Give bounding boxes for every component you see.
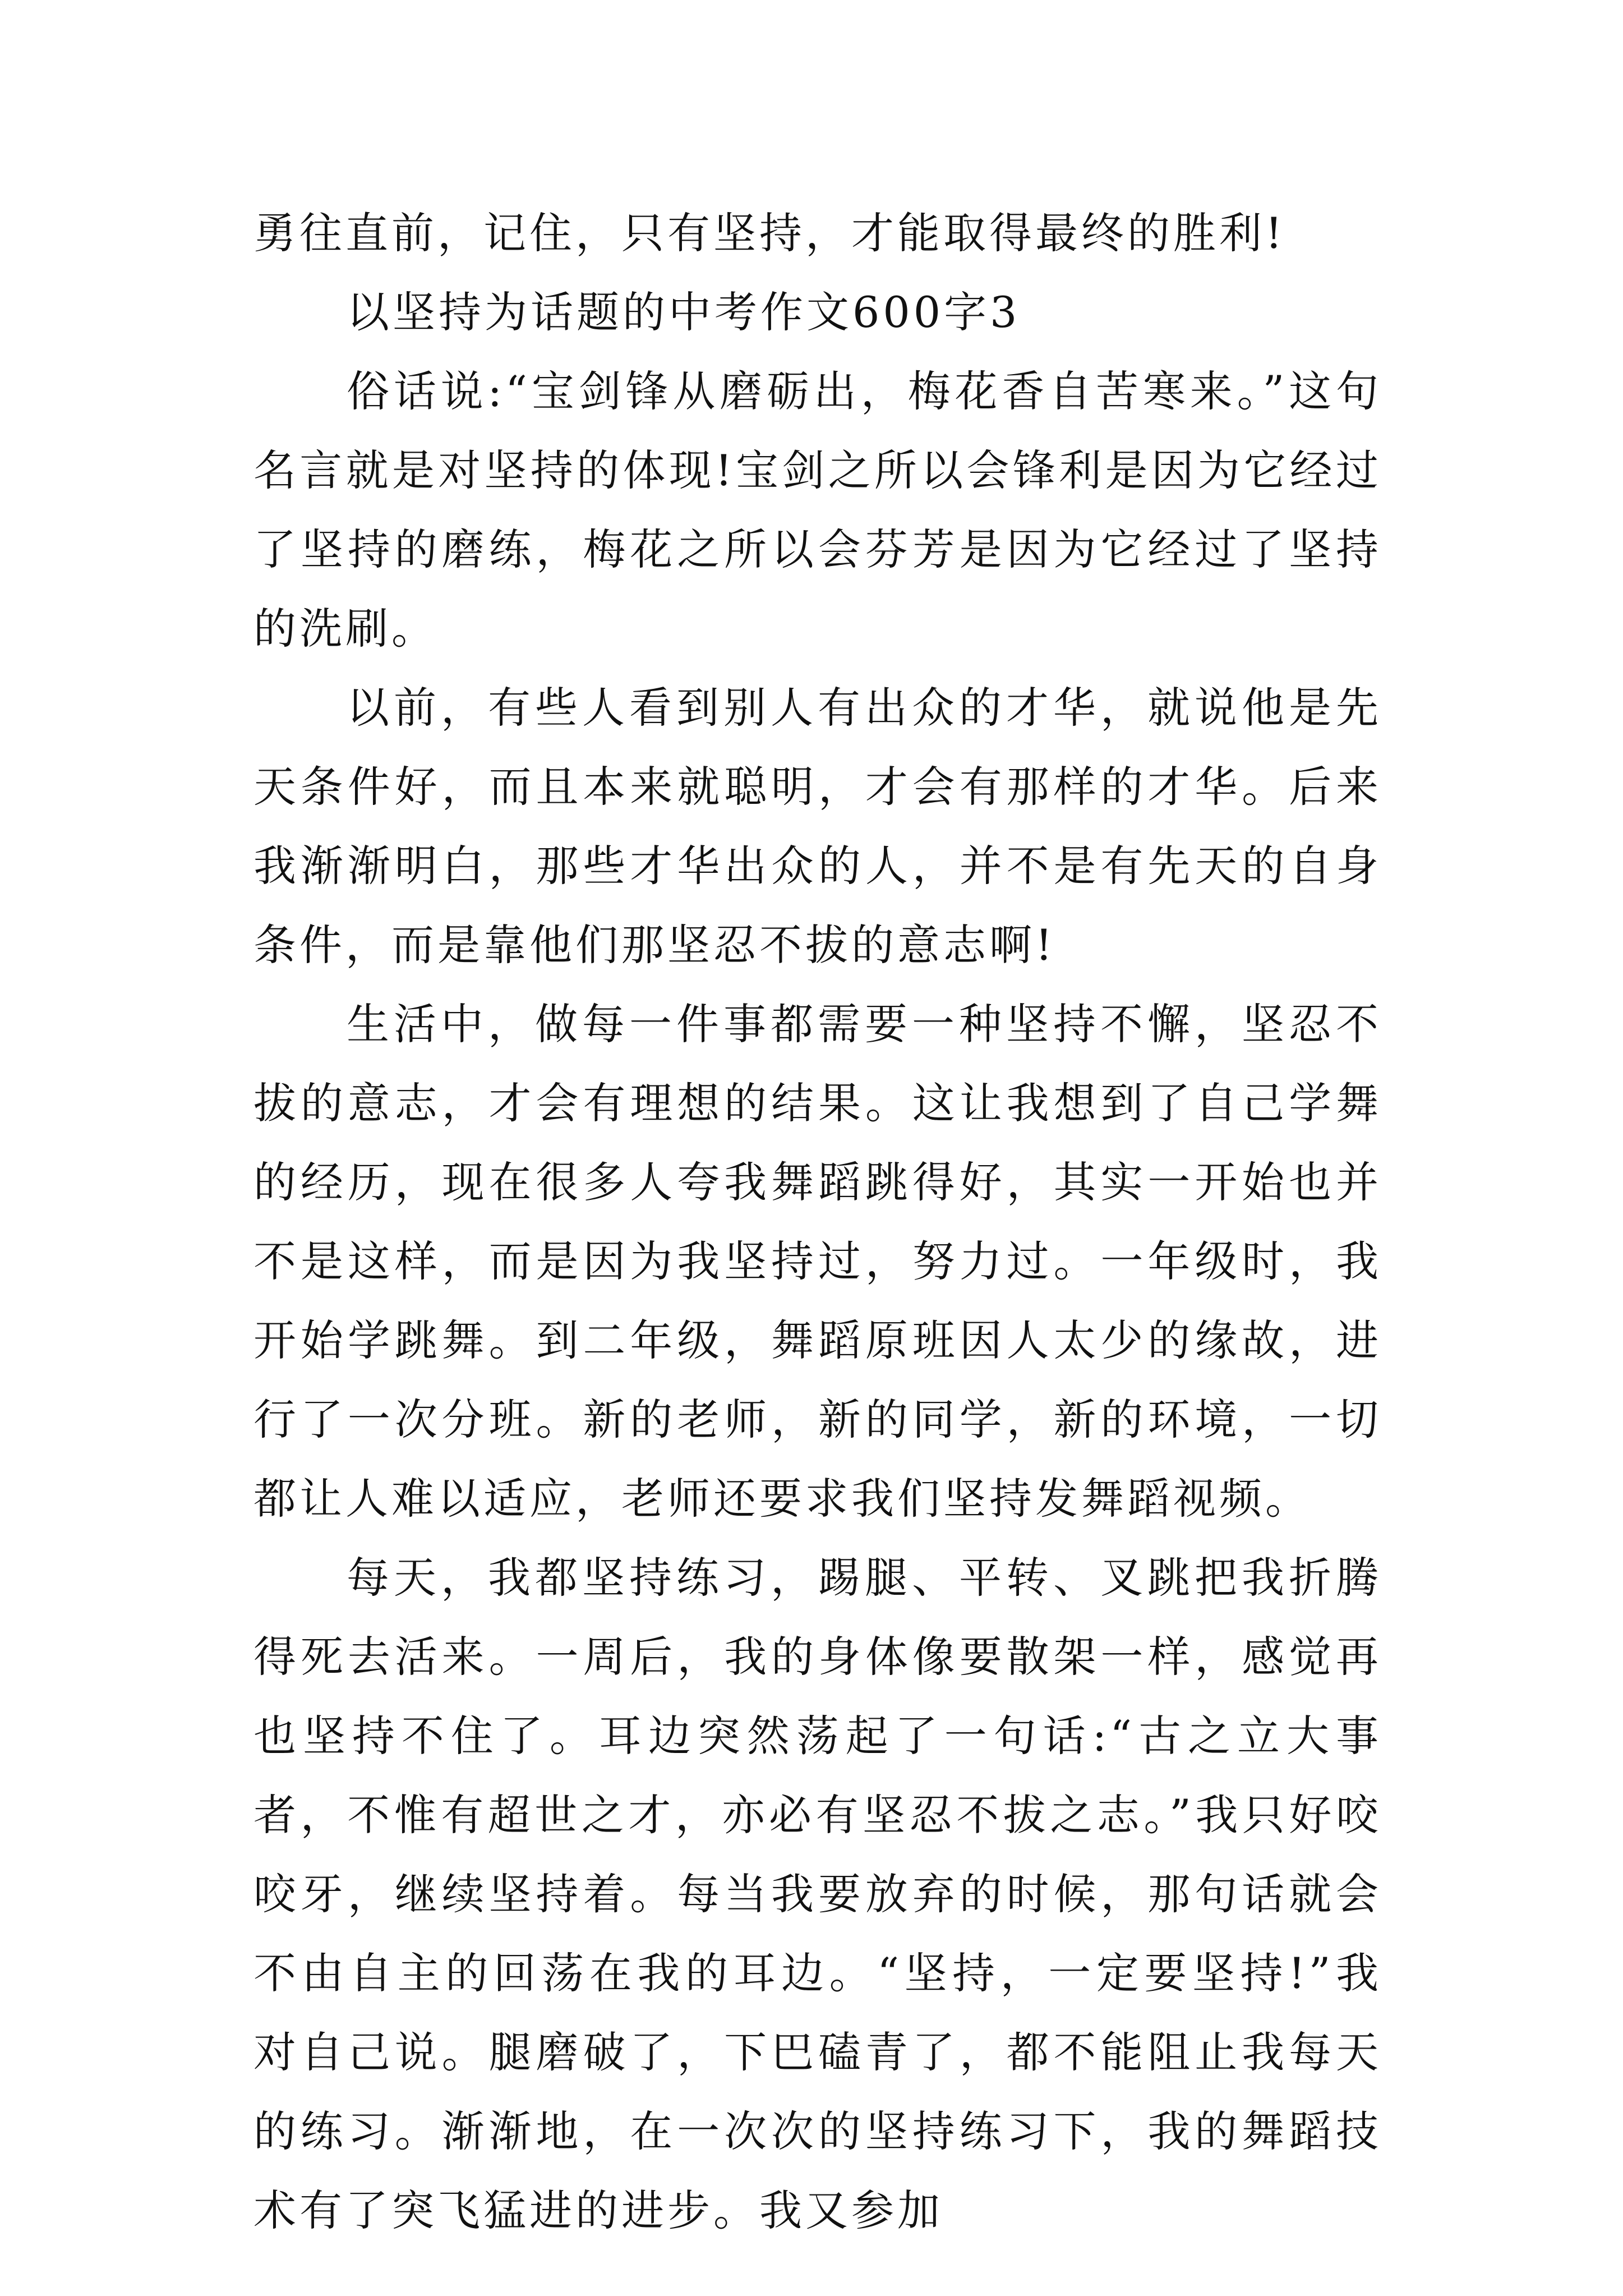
paragraph-talent: 以前，有些人看到别人有出众的才华，就说他是先天条件好，而且本来就聪明，才会有那样的才华。后来我渐渐明白，那些才华出众的人，并不是有先天的自身条件，而是靠他们那坚忍不拔的意志啊! [253,683,1382,970]
paragraph-proverb: 俗话说:“宝剑锋从磨砺出，梅花香自苦寒来。”这句名言就是对坚持的体现!宝剑之所以会锋利是因为它经过了坚持的磨练，梅花之所以会芬芳是因为它经过了坚持的洗刷。 [253,366,1382,654]
paragraph-dance-experience: 生活中，做每一件事都需要一种坚持不懈，坚忍不拔的意志，才会有理想的结果。这让我想到了自己学舞的经历，现在很多人夸我舞蹈跳得好，其实一开始也并不是这样，而是因为我坚持过，努力过。一年级时，我开始学跳舞。到二年级，舞蹈原班因人太少的缘故，进行了一次分班。新的老师，新的同学，新的环境，一切都让人难以适应，老师还要求我们坚持发舞蹈视频。 [253,999,1382,1524]
paragraph-continuation: 勇往直前，记住，只有坚持，才能取得最终的胜利! [253,208,1286,258]
essay-body [253,194,1382,2250]
essay-heading: 以坚持为话题的中考作文600字3 [347,287,1021,337]
paragraph-daily-practice: 每天，我都坚持练习，踢腿、平转、叉跳把我折腾得死去活来。一周后，我的身体像要散架一样，感觉再也坚持不住了。耳边突然荡起了一句话:“古之立大事者，不惟有超世之才，亦必有坚忍不拔之志。”我只好咬咬牙，继续坚持着。每当我要放弃的时候，那句话就会不由自主的回荡在我的耳边。“坚持，一定要坚持!”我对自己说。腿磨破了，下巴磕青了，都不能阻止我每天的练习。渐渐地，在一次次的坚持练习下，我的舞蹈技术有了突飞猛进的进步。我又参加 [253,1553,1382,2235]
